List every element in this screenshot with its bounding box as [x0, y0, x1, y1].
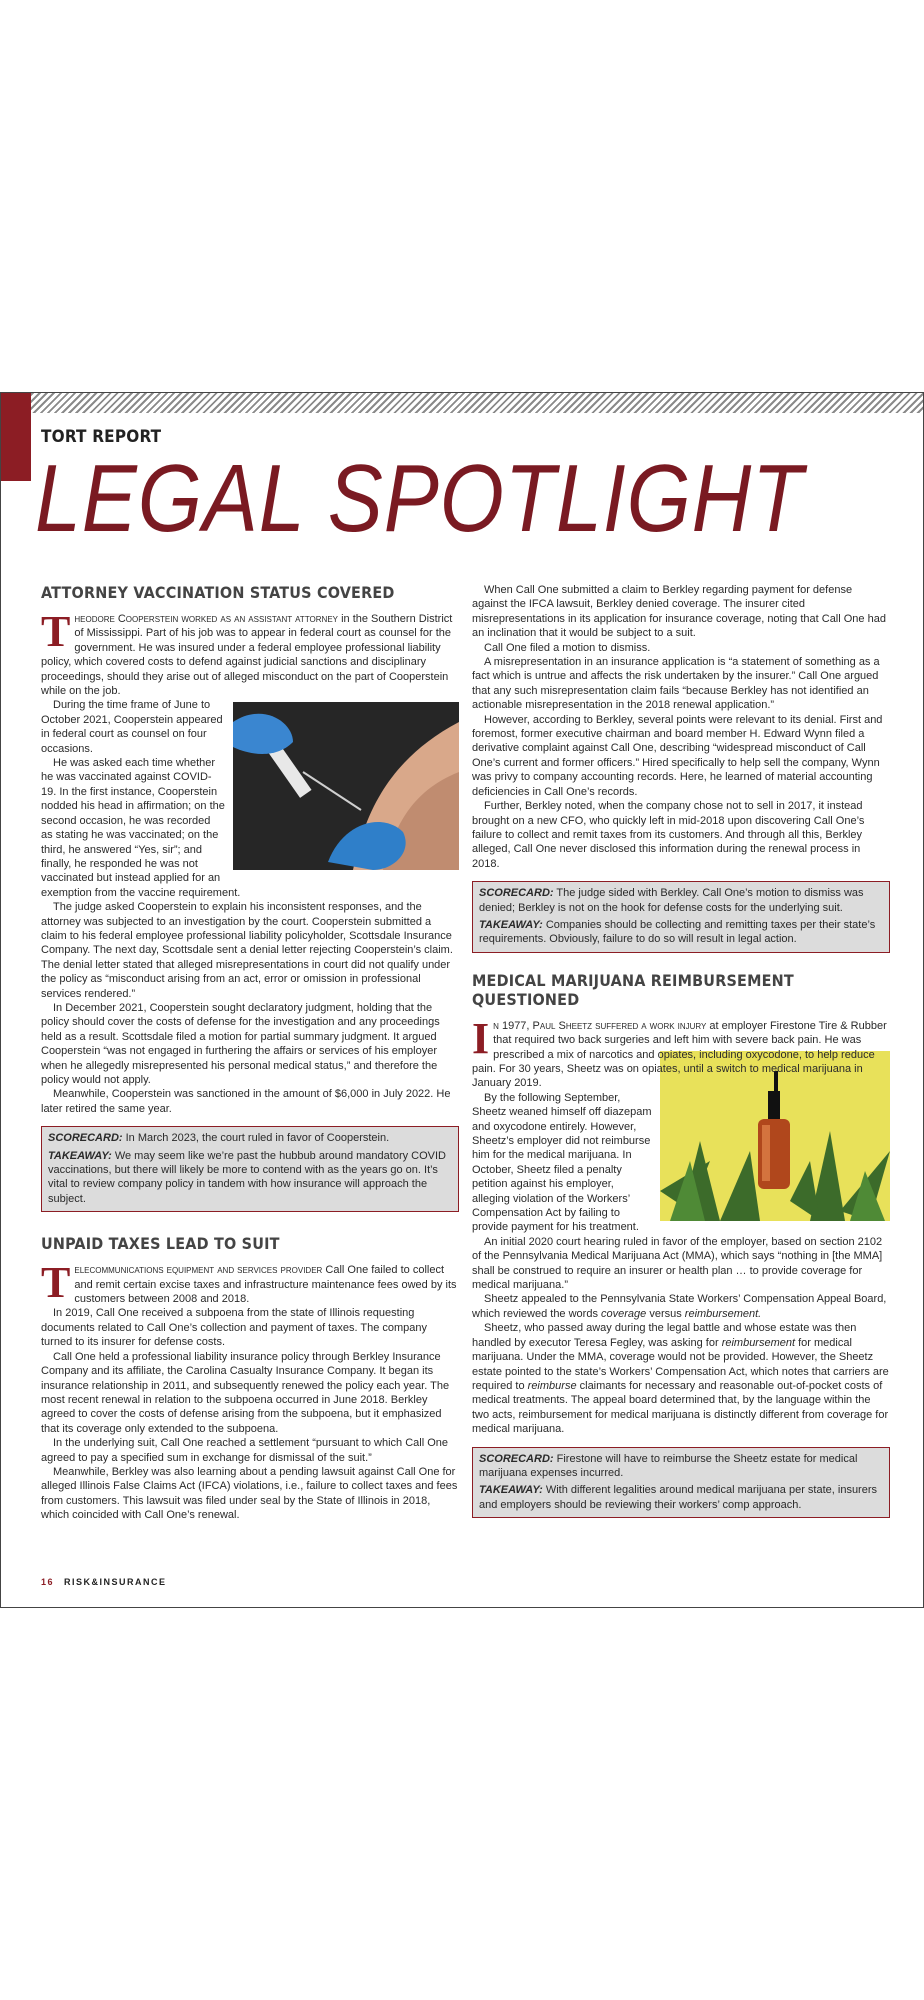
page-number: 16: [41, 1577, 55, 1587]
last-italic: reimbursement: [721, 1336, 796, 1349]
takeaway-text: With different legalities around medical marijuana per state, insurers and employers should be reviewing their workers’ comp approach.: [479, 1484, 878, 1511]
article-paragraph: Call One held a professional liability insurance policy through Berkley Insurance Company and its affiliate, the Carolina Casualty Insurance Company. It began its insurance relationship in 2011, and subsequently renewed the policy each year. The most recent renewal in relation to the subpoena occurred in June 2018. Berkley agreed to cover the costs of defense arising from the subpoena, but it emphasized that its coverage only extended to the subpoena.: [41, 1350, 450, 1435]
article-paragraph: However, according to Berkley, several points were relevant to its denial. First and foremost, former executive chairman and board member H. Edward Wynn filed a derivative complaint against Call One, describing “widespread misconduct of Call One’s current and former officers.” Hired specifically to help sell the company, Wynn was privy to company accounting records. Here, he learned of material accounting deficiencies in Call One’s records.: [472, 713, 883, 798]
article-paragraph: The judge asked Cooperstein to explain his inconsistent responses, and the attorney was subjected to an investigation by the court. Cooperstein submitted a claim to his federal employee professional liability policyholder, Scottsdale Insurance Company. The next day, Scottsdale sent a denial letter rejecting Cooperstein’s claim. The denial letter stated that alleged misrepresentations in court did not qualify under the policy as “misconduct arising from an act, error or omission in professional services rendered.”: [41, 901, 453, 1000]
article-paragraph: [472, 1321, 890, 1436]
article-paragraph: In the underlying suit, Call One reached a settlement “pursuant to which Call One agreed to pay a specified sum in exchange for dismissal of the suit.”: [41, 1437, 448, 1464]
article-heading-vaccination: ATTORNEY VACCINATION STATUS COVERED: [41, 583, 395, 602]
article-heading-marijuana: MEDICAL MARIJUANA REIMBURSEMENT QUESTIONED: [472, 970, 794, 1009]
last-italic: reimburse: [527, 1379, 577, 1392]
lead-caps: heodore Cooperstein worked as an assistant attorney: [74, 613, 339, 625]
last-text: claimants for necessary and reasonable out-of-pocket costs of medical treatments. The appeal board determined that, by the language within the two acts, reimbursement for medical marijuana is distinctly different from coverage for medical marijuana.: [472, 1379, 889, 1436]
article-paragraph: In 2019, Call One received a subpoena from the state of Illinois requesting documents related to Call One’s collection and payment of taxes. The company turned to its insurer for defense costs.: [41, 1307, 428, 1349]
article-paragraph: [472, 1292, 890, 1321]
hatch-rule: [27, 393, 923, 413]
lead-caps: elecommunications equipment and services provider: [74, 1264, 323, 1277]
appeal-italic: reimbursement.: [684, 1307, 762, 1320]
lead-text: in the Southern District of Mississippi. Part of his job was to appear in federal court as counsel for the government. He was insured under a federal employee professional liability policy, which covered costs to defend against judicial sanctions and disciplinary proceedings, should they arise out of alleged misconduct on the part of Cooperstein while on the job.: [41, 613, 453, 698]
section-tab: [1, 393, 31, 481]
appeal-text: Sheetz appealed to the Pennsylvania State Workers’ Compensation Appeal Board, which reviewed the words: [472, 1293, 887, 1320]
scorecard-text: In March 2023, the court ruled in favor of Cooperstein.: [122, 1132, 390, 1145]
article-heading-taxes: UNPAID TAXES LEAD TO SUIT: [41, 1234, 280, 1254]
article-paragraph: When Call One submitted a claim to Berkley regarding payment for defense against the IFCA lawsuit, Berkley denied coverage. The insurer cited misrepresentations in its application for insurance coverage, noting that Call One had an inclination that it would be subject to a suit.: [472, 584, 886, 640]
lead-text: at employer Firestone Tire & Rubber that required two back surgeries and left him with severe back pain. He was prescribed a mix of narcotics and opiates, including oxycodone, to help reduce pain. For 30 years, Sheetz was on opiates, until a switch to medical marijuana in January 2019.: [472, 1019, 887, 1090]
article-paragraph: An initial 2020 court hearing ruled in favor of the employer, based on section 2102 of the Pennsylvania Medical Marijuana Act (MMA), which says “nothing in [the MMA] shall be construed to require an insurer or health plan … to provide coverage for medical marijuana.”: [472, 1235, 883, 1292]
article-paragraph: During the time frame of June to October 2021, Cooperstein appeared in federal court as counsel on four occasions.: [41, 699, 223, 755]
article-lead: [41, 1258, 459, 1308]
scorecard-label: SCORECARD:: [48, 1132, 123, 1145]
article-paragraph: Meanwhile, Cooperstein was sanctioned in the amount of $6,000 in July 2022. He later retired the same year.: [41, 1088, 451, 1115]
vaccine-photo: [233, 702, 459, 870]
article-paragraph: By the following September, Sheetz weaned himself off diazepam and oxycodone entirely. However, Sheetz’s employer did not reimburse him for the medical marijuana. In October, Sheetz filed a penalty petition against his employer, alleging violation of the Workers’ Compensation Act by failing to provide payment for his treatment.: [472, 1091, 652, 1234]
magazine-brand: RISK&INSURANCE: [64, 1577, 167, 1587]
right-column: [472, 583, 890, 1518]
article-paragraph: Further, Berkley noted, when the company chose not to sell in 2017, it instead brought on a new CFO, who quickly left in mid-2018 upon discovering Call One’s failure to collect and remit taxes from its customers. And through all this, Berkley alleged, Call One never disclosed this information during the renewal process in 2018.: [472, 800, 865, 870]
takeaway-text: Companies should be collecting and remitting taxes per their state’s requirements. Obviously, failure to do so will result in legal action.: [479, 918, 876, 946]
appeal-text: versus: [646, 1307, 685, 1320]
scorecard-text: Firestone will have to reimburse the Sheetz estate for medical marijuana expenses incurred.: [479, 1452, 858, 1479]
takeaway-text: We may seem like we’re past the hubbub around mandatory COVID vaccinations, but there will likely be more to contend with as the years go on. It’s vital to review company policy in tandem with how insurance will approach the subject.: [48, 1149, 447, 1205]
article-paragraph: Meanwhile, Berkley was also learning about a pending lawsuit against Call One for alleged Illinois False Claims Act (IFCA) violations, i.e., failure to collect taxes and fees from customers. This lawsuit was filed under seal by the State of Illinois in 2018, which coincided with Call One’s renewal.: [41, 1465, 458, 1522]
last-text: Sheetz, who passed away during the legal battle and whose estate was then handled by executor Teresa Fegley, was asking for: [472, 1322, 857, 1349]
page-title: LEGAL SPOTLIGHT: [35, 445, 804, 552]
page-footer: [41, 1577, 167, 1587]
last-text: for medical marijuana. Under the MMA, coverage would not be provided. However, the Sheetz estate pointed to the state’s Workers’ Compensation Act, which notes that carriers are required to: [472, 1336, 889, 1392]
takeaway-label: TAKEAWAY:: [48, 1149, 112, 1162]
takeaway-label: TAKEAWAY:: [479, 918, 543, 931]
magazine-page: [0, 392, 924, 1608]
section-kicker: TORT REPORT: [41, 427, 162, 447]
lead-caps: n 1977, Paul Sheetz suffered a work injury: [493, 1019, 707, 1032]
article-lead: [41, 607, 459, 698]
article-paragraph: Call One filed a motion to dismiss.: [484, 641, 651, 654]
scorecard-label: SCORECARD:: [479, 887, 554, 900]
lead-text: Call One failed to collect and remit certain excise taxes and infrastructure maintenance fees owed by its customers between 2008 and 2018.: [74, 1264, 457, 1306]
article-paragraph: A misrepresentation in an insurance application is “a statement of something as a fact which is untrue and affects the risk undertaken by the insurer.” Call One argued that any such misrepresentation claim fails “because Berkley has not identified an actionable misrepresentation in the 2018 renewal application.”: [472, 656, 880, 712]
appeal-italic: coverage: [601, 1307, 647, 1320]
left-column: [41, 583, 459, 1523]
drop-cap: I: [472, 1013, 490, 1063]
scorecard-box: [472, 1447, 890, 1519]
scorecard-box: [41, 1126, 459, 1212]
scorecard-label: SCORECARD:: [479, 1452, 554, 1465]
scorecard-box: [472, 881, 890, 953]
takeaway-label: TAKEAWAY:: [479, 1484, 543, 1497]
scorecard-text: The judge sided with Berkley. Call One’s motion to dismiss was denied; Berkley is not on the hook for defense costs for the underlying suit.: [479, 887, 864, 914]
article-paragraph: In December 2021, Cooperstein sought declaratory judgment, holding that the policy should cover the costs of defense for the investigation and any proceedings held as a result. Scottsdale filed a motion for partial summary judgment. It argued Cooperstein “was not engaged in furthering the affairs or services of his employer when he allegedly misrepresented his personal medical status,” and therefore the policy would not apply.: [41, 1001, 440, 1086]
drop-cap: T: [41, 1258, 71, 1308]
article-paragraph: He was asked each time whether he was vaccinated against COVID-19. In the first instance, Cooperstein nodded his head in affirmation; on the second occasion, he was recorded as stating he was vaccinated; on the third, he answered “Yes, sir”; and finally, he responded he was not vaccinated but instead applied for an exemption from the vaccine requirement.: [41, 757, 241, 899]
drop-cap: T: [41, 607, 71, 656]
